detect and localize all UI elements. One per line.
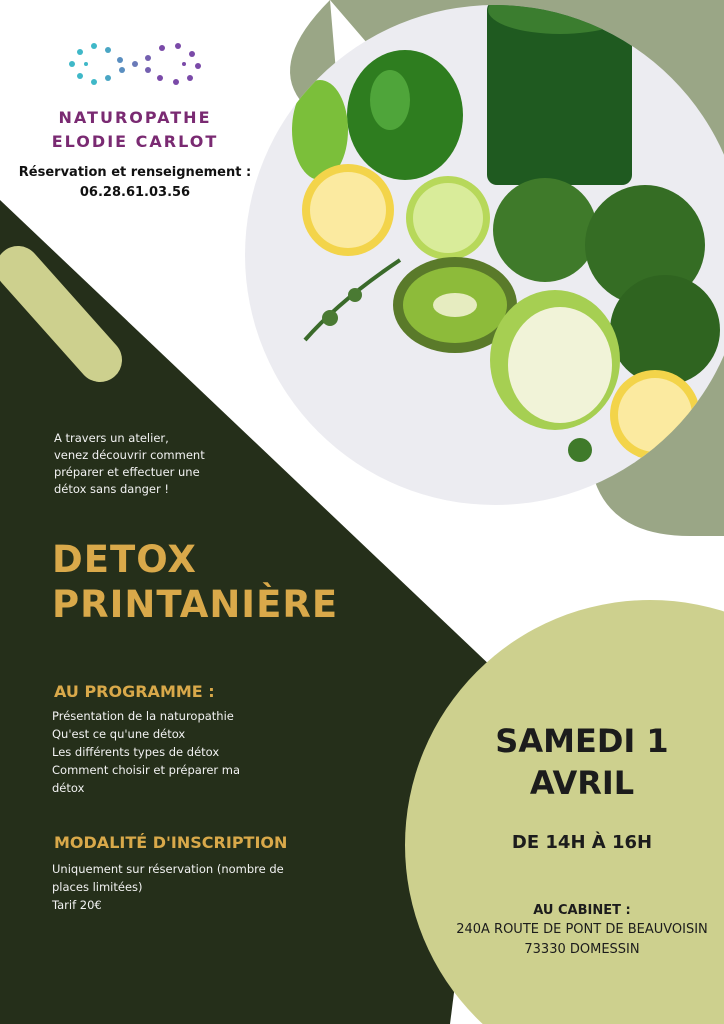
- list-item: Les différents types de détox: [52, 745, 220, 759]
- intro-line: détox sans danger !: [54, 482, 170, 496]
- intro-line: venez découvrir comment: [54, 448, 205, 462]
- contact-phone: 06.28.61.03.56: [79, 185, 191, 200]
- brand-line1: NATUROPATHE: [58, 108, 212, 127]
- brand-line2: ELODIE CARLOT: [51, 132, 219, 151]
- list-item: Qu'est ce qu'une détox: [52, 727, 186, 741]
- intro-text: [54, 430, 254, 498]
- contact-label: Réservation et renseignement :: [18, 165, 252, 180]
- list-item: Présentation de la naturopathie: [52, 709, 234, 723]
- intro-line: préparer et effectuer une: [54, 465, 200, 479]
- address-line2: 73330 DOMESSIN: [524, 942, 640, 957]
- event-date-line2: AVRIL: [529, 764, 635, 802]
- event-time: DE 14H À 16H: [511, 832, 653, 853]
- event-date-line1: SAMEDI 1: [495, 722, 669, 760]
- list-item: Comment choisir et préparer ma: [52, 763, 241, 777]
- place-label: AU CABINET :: [533, 903, 631, 918]
- intro-line: A travers un atelier,: [54, 431, 169, 445]
- inscription-heading: MODALITÉ D'INSCRIPTION: [54, 833, 288, 852]
- title-line2: PRINTANIÈRE: [52, 583, 339, 626]
- list-item: détox: [52, 781, 85, 795]
- list-item: Tarif 20€: [52, 898, 102, 912]
- title-line1: DETOX: [52, 538, 197, 581]
- list-item: places limitées): [52, 880, 143, 894]
- programme-heading: AU PROGRAMME :: [54, 682, 215, 701]
- inscription-list: [52, 860, 284, 914]
- butterfly-infinity-logo: [60, 34, 210, 94]
- programme-list: [52, 707, 240, 797]
- address-line1: 240A ROUTE DE PONT DE BEAUVOISIN: [456, 922, 708, 937]
- list-item: Uniquement sur réservation (nombre de: [52, 862, 284, 876]
